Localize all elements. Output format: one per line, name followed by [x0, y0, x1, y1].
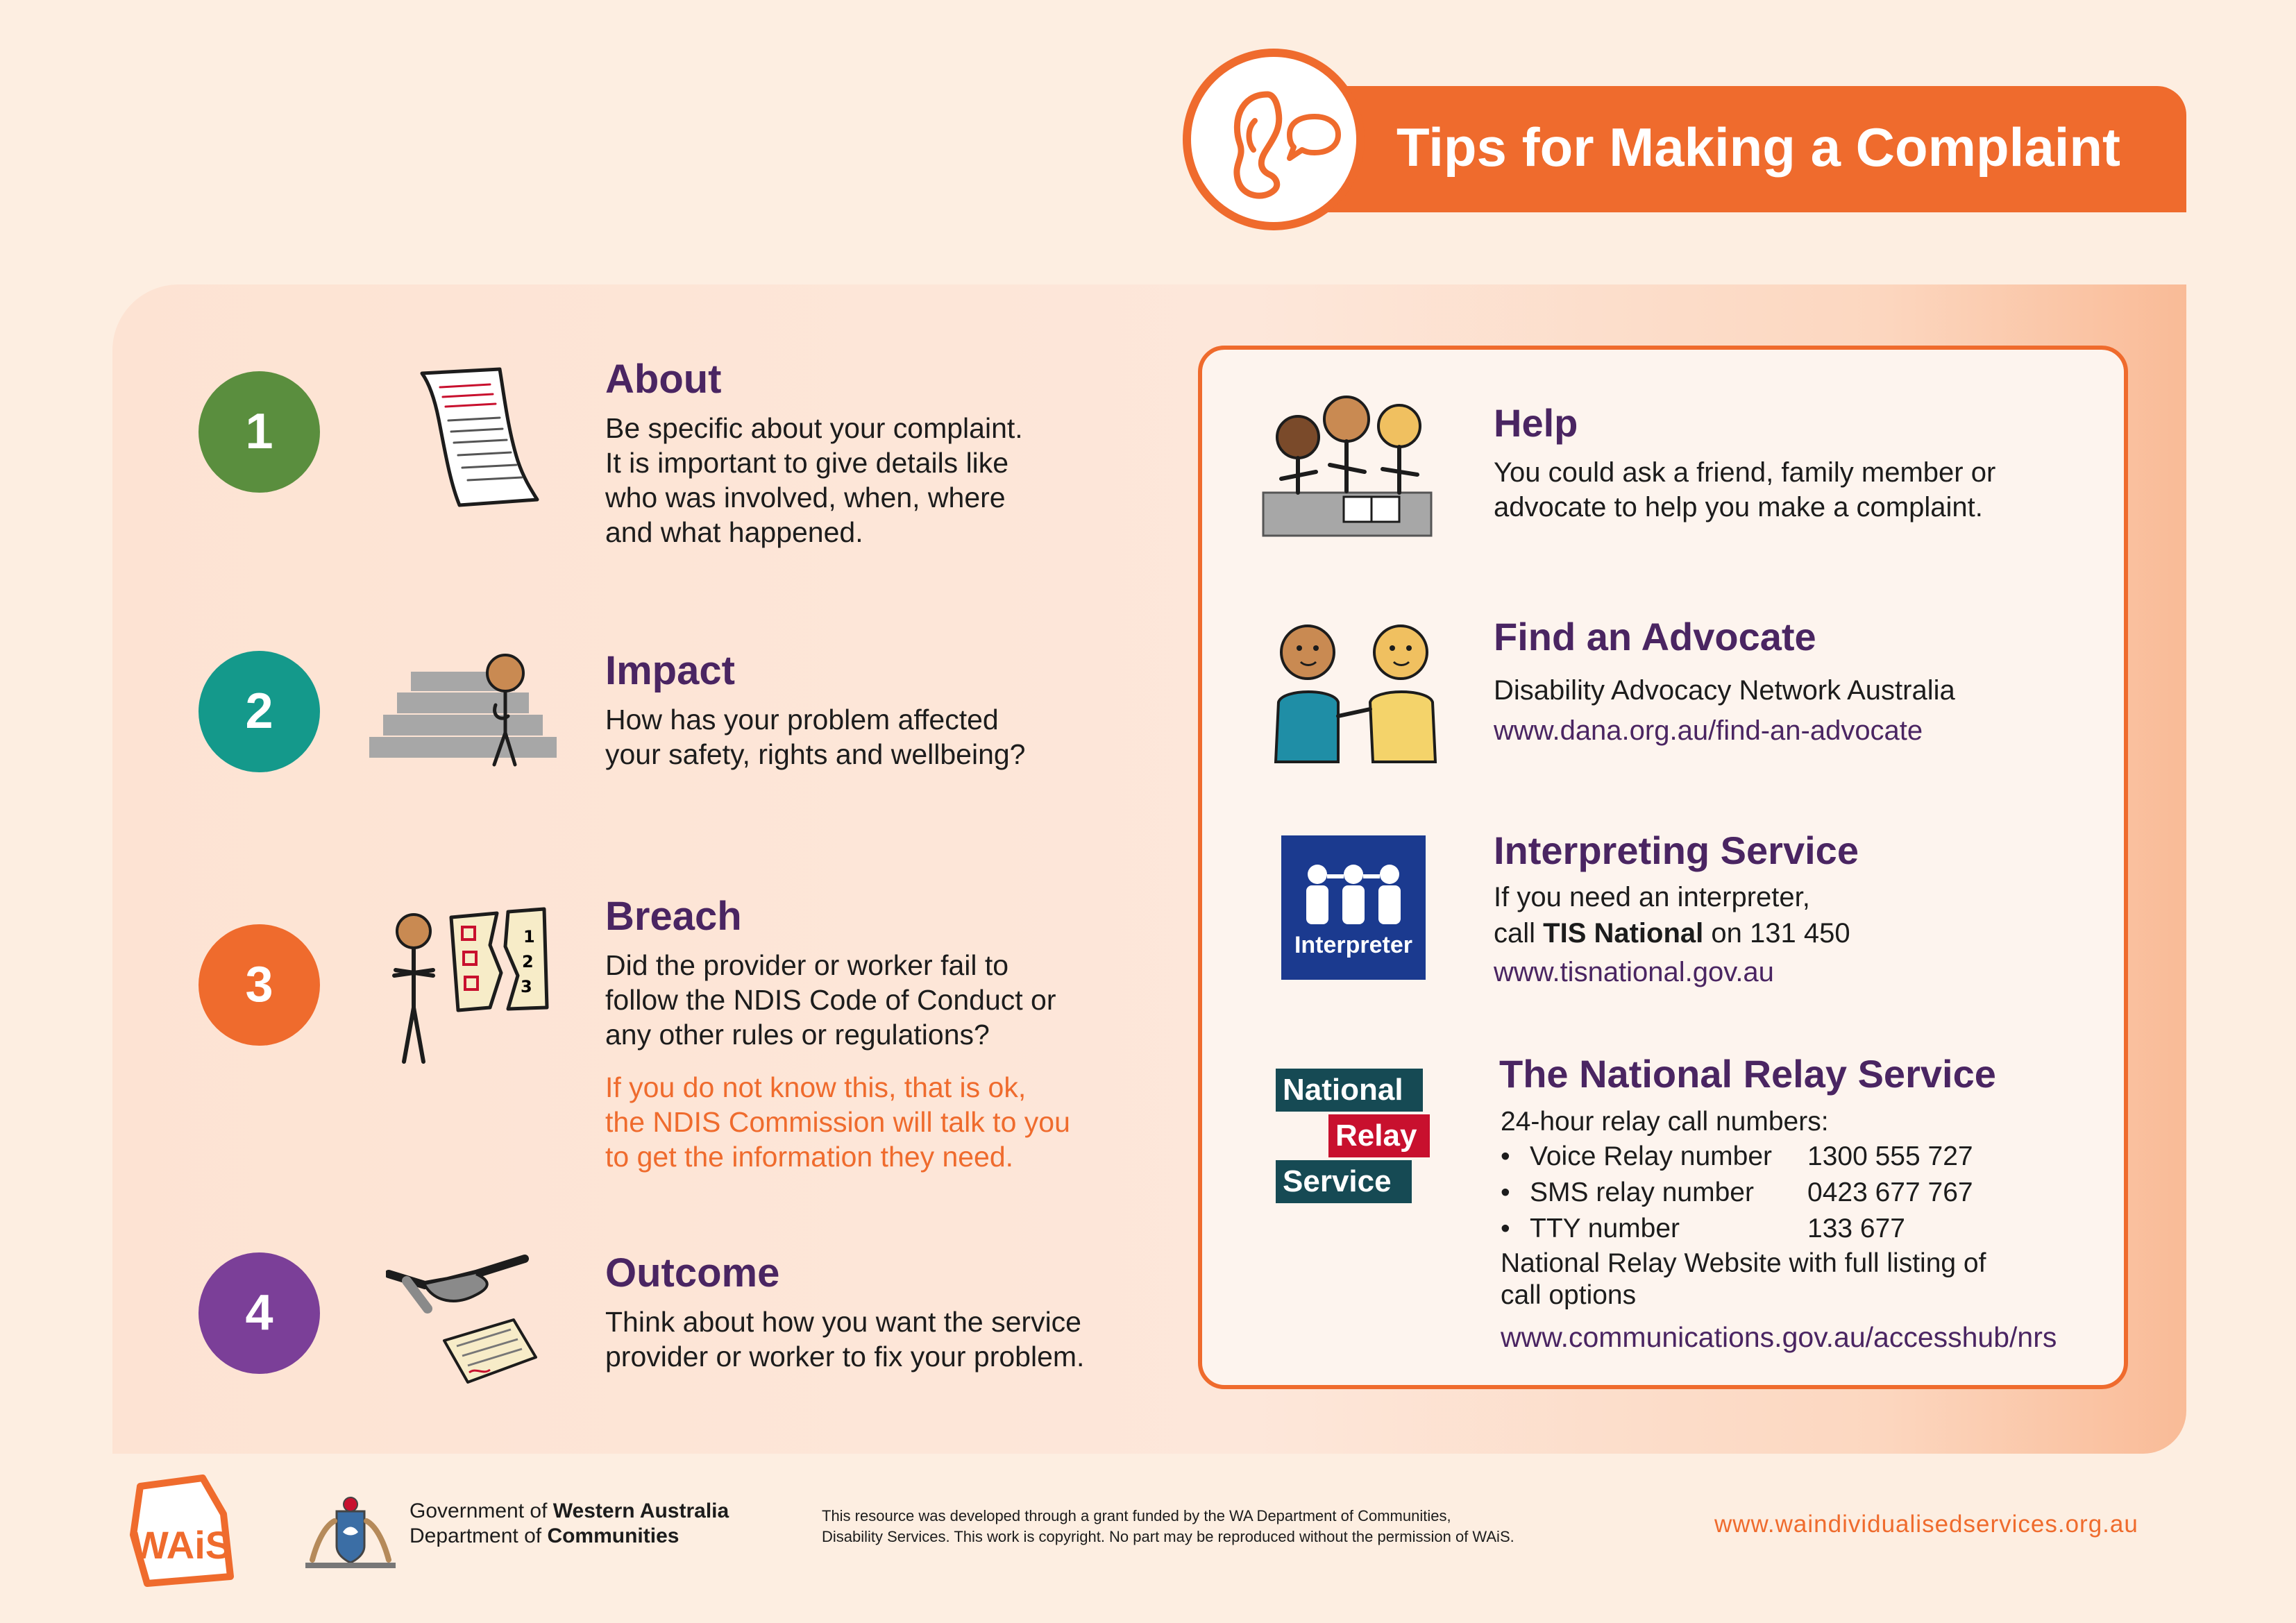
handshake-agreement-icon — [386, 1253, 546, 1392]
wais-logo — [119, 1472, 244, 1590]
advocate-title: Find an Advocate — [1494, 615, 1816, 658]
wa-government-crest-icon — [298, 1490, 403, 1574]
relay-voice-row: • Voice Relay number 1300 555 727 — [1501, 1139, 1973, 1174]
document-icon — [412, 364, 544, 508]
step-4-desc: Think about how you want the service provider or worker to fix your problem. — [605, 1306, 1085, 1373]
advocate-people-icon — [1262, 619, 1449, 765]
wais-logo-text: WAiS — [132, 1523, 232, 1567]
title-badge — [1183, 49, 1365, 230]
relay-tty-number: 133 677 — [1807, 1214, 1905, 1243]
step-2-number: 2 — [199, 651, 320, 772]
step-3-number: 3 — [199, 924, 320, 1046]
relay-sms-number: 0423 677 767 — [1807, 1178, 1973, 1207]
relay-logo-national: National — [1276, 1069, 1423, 1112]
interpreting-title: Interpreting Service — [1494, 829, 1859, 872]
relay-tty-row: • TTY number 133 677 — [1501, 1212, 1905, 1246]
step-3-title: Breach — [605, 894, 742, 939]
bullet-icon: • — [1501, 1214, 1510, 1243]
interpreting-line1: If you need an interpreter, — [1494, 882, 1810, 912]
step-1-desc: Be specific about your complaint. It is important to give details like who was involved, when, where and what happened. — [605, 412, 1023, 548]
advocate-text: Disability Advocacy Network Australia — [1494, 675, 1955, 706]
relay-voice-number: 1300 555 727 — [1807, 1141, 1973, 1171]
interpreter-people-icon — [1281, 835, 1426, 940]
stairs-thinking-icon — [369, 649, 557, 767]
tis-national-label: TIS National — [1543, 918, 1704, 949]
help-title: Help — [1494, 401, 1578, 445]
help-text: You could ask a friend, family member or advocate to help you make a complaint. — [1494, 457, 1996, 522]
gov-wa-label: Government of Western Australia Department of Communities — [410, 1499, 729, 1547]
step-2-title: Impact — [605, 648, 735, 693]
svg-text:1: 1 — [523, 927, 535, 946]
national-relay-logo — [1276, 1069, 1430, 1207]
step-3-desc: Did the provider or worker fail to follow the NDIS Code of Conduct or any other rules or regulations? — [605, 949, 1056, 1051]
bullet-icon: • — [1501, 1178, 1510, 1207]
interpreting-link[interactable]: www.tisnational.gov.au — [1494, 957, 1774, 987]
advocate-link[interactable]: www.dana.org.au/find-an-advocate — [1494, 715, 1923, 746]
step-4-number: 4 — [199, 1252, 320, 1374]
copyright-notice: This resource was developed through a grant funded by the WA Department of Communities, Disability Services. This work is copyright. No part may be reproduced without the permission of WAiS. — [822, 1507, 1514, 1545]
broken-rules-icon — [386, 903, 552, 1069]
step-2-desc: How has your problem affected your safety, rights and wellbeing? — [605, 704, 1026, 770]
bullet-icon: • — [1501, 1141, 1510, 1171]
relay-sms-row: • SMS relay number 0423 677 767 — [1501, 1175, 1973, 1210]
footer-website-link[interactable]: www.waindividualisedservices.org.au — [1714, 1511, 2138, 1538]
relay-subtitle: 24-hour relay call numbers: — [1501, 1107, 1829, 1137]
relay-title: The National Relay Service — [1499, 1052, 1996, 1096]
svg-text:2: 2 — [522, 952, 534, 971]
relay-website-text: National Relay Website with full listing of call options — [1501, 1248, 1986, 1310]
interpreting-line2: call TIS National on 131 450 — [1494, 918, 1850, 949]
step-3-note: If you do not know this, that is ok, the NDIS Commission will talk to you to get the information they need. — [605, 1071, 1070, 1173]
interpreter-logo — [1281, 835, 1426, 980]
interpreter-logo-label: Interpreter — [1294, 932, 1413, 958]
ear-speech-icon — [1212, 80, 1344, 212]
relay-logo-service: Service — [1276, 1160, 1412, 1203]
step-1-title: About — [605, 357, 722, 402]
page-title: Tips for Making a Complaint — [1396, 117, 2120, 178]
people-helping-icon — [1260, 389, 1434, 538]
svg-text:3: 3 — [521, 977, 532, 996]
relay-link[interactable]: www.communications.gov.au/accesshub/nrs — [1501, 1321, 2057, 1353]
step-1-number: 1 — [199, 371, 320, 493]
relay-logo-relay: Relay — [1328, 1114, 1430, 1157]
step-4-title: Outcome — [605, 1250, 780, 1295]
